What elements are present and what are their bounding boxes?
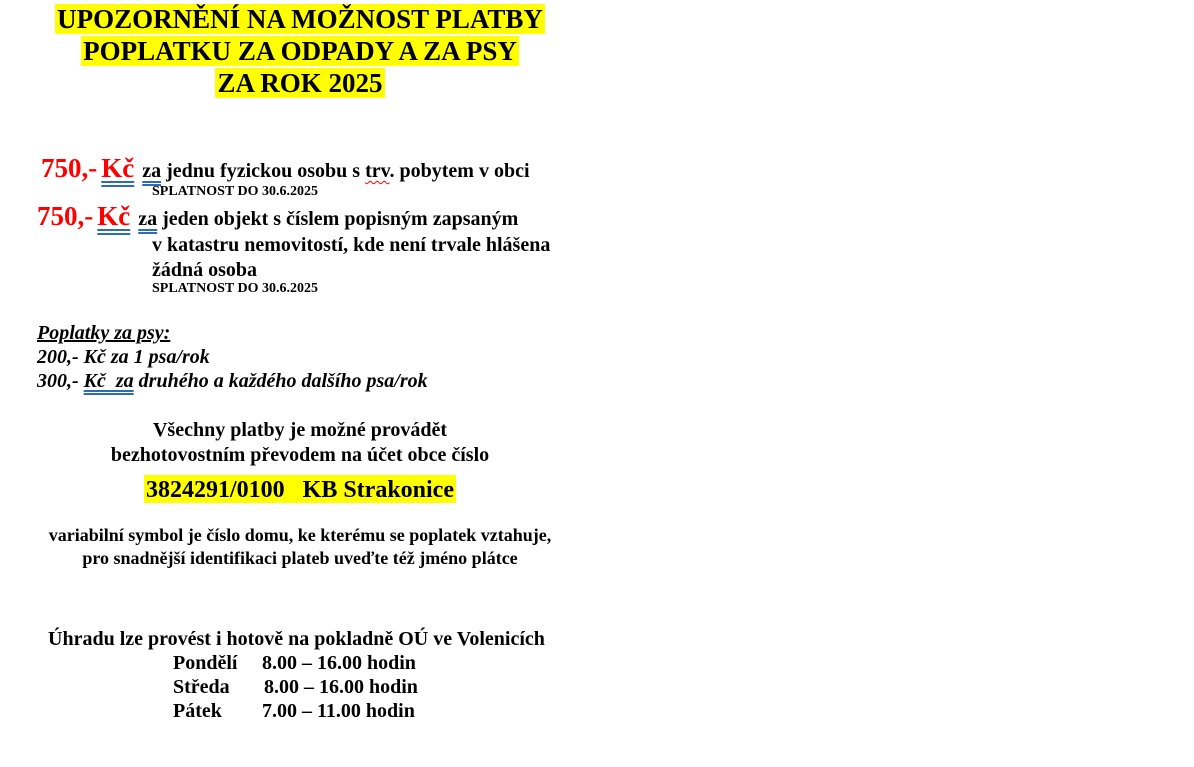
- hours-time: 8.00 – 16.00 hodin: [262, 652, 416, 674]
- fee-2-text-line-3: žádná osoba: [152, 259, 258, 281]
- fee-1-spellcheck-word: trv: [365, 160, 390, 182]
- hours-row-friday: [173, 700, 415, 723]
- hours-row-wednesday: [173, 676, 418, 699]
- hours-row-monday: [173, 652, 416, 675]
- fee-1-currency: Kč: [101, 153, 135, 183]
- cash-heading: Úhradu lze provést i hotově na pokladně OÚ ve Volenicích: [48, 628, 545, 650]
- fee-2-currency: Kč: [97, 201, 131, 231]
- payment-note-2: pro snadnější identifikaci plateb uveďte též jméno plátce: [82, 548, 518, 568]
- dogs-line-2: 300,- Kč za druhého a každého dalšího psa/rok: [37, 370, 428, 392]
- title-line-2: POPLATKU ZA ODPADY A ZA PSY: [83, 36, 517, 66]
- fee-2-za: za: [138, 208, 158, 230]
- fee-1-due: SPLATNOST DO 30.6.2025: [152, 184, 318, 199]
- hours-day: Pondělí: [173, 652, 238, 674]
- hours-day: Středa: [173, 676, 230, 698]
- fee-2-amount: 750,-: [37, 201, 94, 231]
- payment-line-2: bezhotovostním převodem na účet obce číslo: [110, 444, 490, 466]
- dogs-line-1: 200,- Kč za 1 psa/rok: [37, 346, 210, 368]
- hours-time: 8.00 – 16.00 hodin: [264, 676, 418, 698]
- fee-1-line: 750,- Kč za jednu fyzickou osobu s trv. pobytem v obci: [41, 153, 530, 183]
- fee-2-line: 750,- Kč za jeden objekt s číslem popisným zapsaným: [37, 201, 519, 231]
- title-line-3: ZA ROK 2025: [217, 68, 383, 98]
- fee-2-due: SPLATNOST DO 30.6.2025: [152, 281, 318, 296]
- dogs-line-2-marked: Kč za: [83, 370, 134, 392]
- fee-1-amount: 750,-: [41, 153, 98, 183]
- fee-1-za: za: [142, 160, 162, 182]
- payment-line-1: Všechny platby je možné provádět: [152, 419, 448, 441]
- hours-day: Pátek: [173, 700, 222, 722]
- fee-2-text-line-2: v katastru nemovitostí, kde není trvale hlášena: [152, 234, 551, 256]
- payment-note-1: variabilní symbol je číslo domu, ke kterému se poplatek vztahuje,: [48, 525, 552, 545]
- bank-account: 3824291/0100 KB Strakonice: [145, 477, 454, 503]
- title-line-1: UPOZORNĚNÍ NA MOŽNOST PLATBY: [57, 4, 543, 34]
- hours-time: 7.00 – 11.00 hodin: [262, 700, 415, 722]
- dogs-heading: Poplatky za psy:: [37, 322, 171, 344]
